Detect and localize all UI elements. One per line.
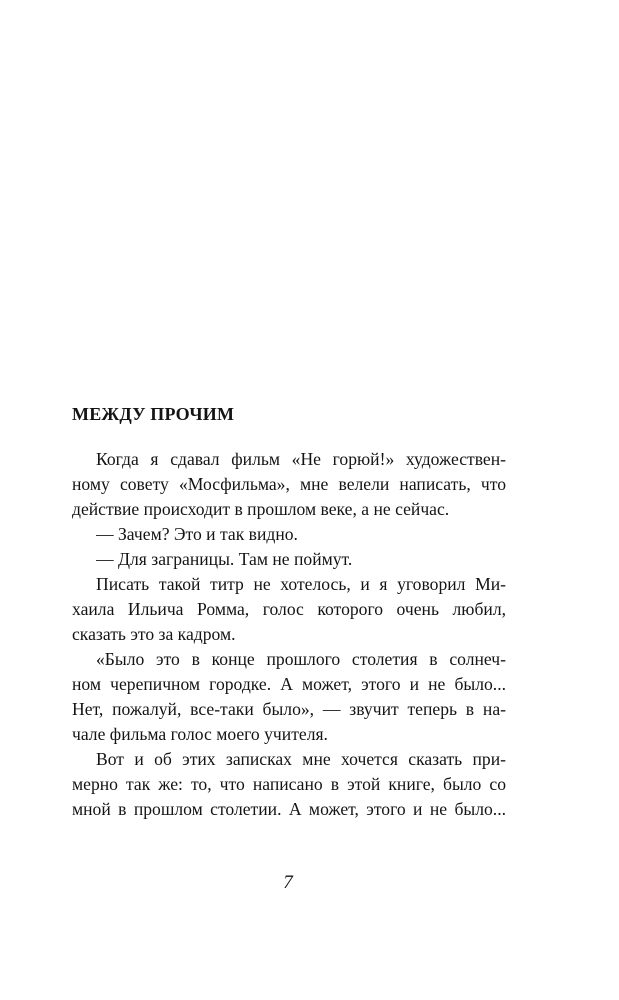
text-line: хаила Ильича Ромма, голос которого очень любил, <box>72 599 506 619</box>
page-number: 7 <box>283 872 293 893</box>
text-line: мной в прошлом столетии. А может, этого и не было... <box>72 799 506 819</box>
text-line: мерно так же: то, что написано в этой книге, было со <box>72 774 506 794</box>
text-line: Писать такой титр не хотелось, и я уговорил Ми- <box>96 574 506 594</box>
text-line: Вот и об этих записках мне хочется сказать при- <box>96 749 506 769</box>
text-line: Нет, пожалуй, все-таки было», — звучит теперь в на- <box>72 699 506 719</box>
chapter-title: МЕЖДУ ПРОЧИМ <box>72 404 235 424</box>
text-line: ному совету «Мосфильма», мне велели написать, что <box>72 474 506 494</box>
text-line: Когда я сдавал фильм «Не горюй!» художествен- <box>96 449 506 469</box>
text-line: действие происходит в прошлом веке, а не сейчас. <box>72 499 450 519</box>
text-line: «Было это в конце прошлого столетия в солнеч- <box>96 649 506 669</box>
text-line: чале фильма голос моего учителя. <box>72 724 328 744</box>
text-line: сказать это за кадром. <box>72 624 236 644</box>
text-line: ном черепичном городке. А может, этого и не было... <box>72 674 506 694</box>
text-line: — Зачем? Это и так видно. <box>96 524 298 544</box>
text-line: — Для заграницы. Там не поймут. <box>96 549 353 569</box>
